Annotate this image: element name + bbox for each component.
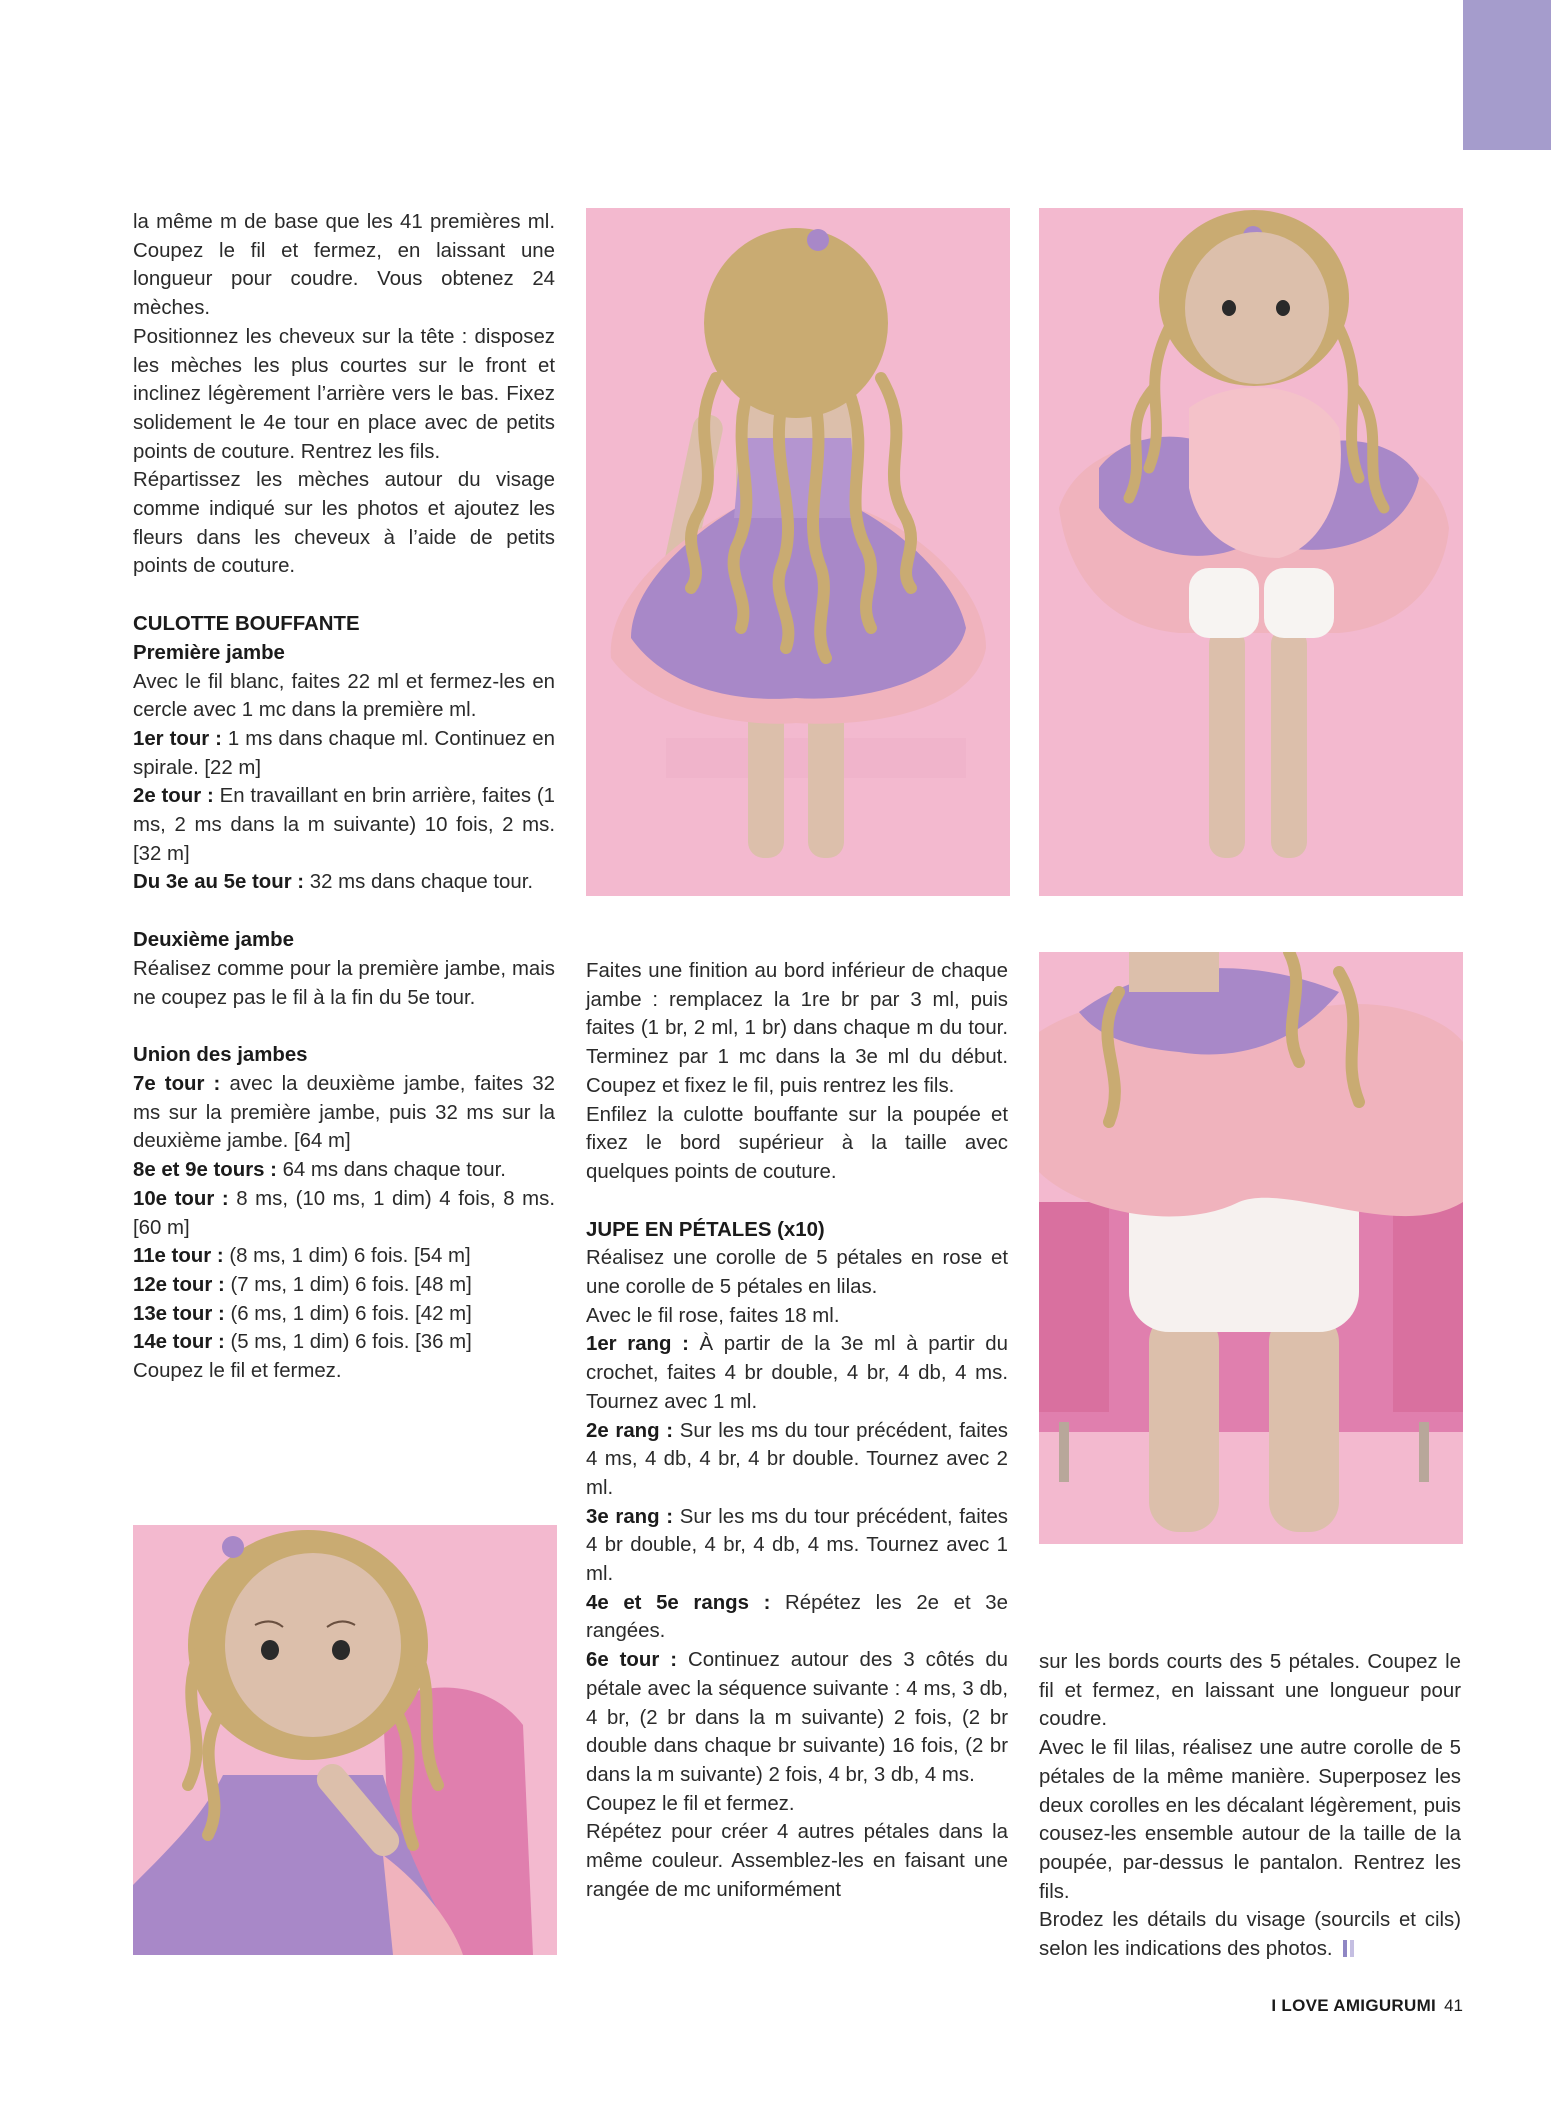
instruction-row [133,868,555,897]
instruction-row [586,1330,1008,1416]
photo-doll-armchair-closeup [1039,952,1463,1544]
page-footer [1271,1996,1463,2016]
row-label: 1er tour : [133,727,222,750]
paragraph: Répartissez les mèches autour du visage comme indiqué sur les photos et ajoutez les fleurs dans les cheveux à l’aide de petits points de couture. [133,469,555,578]
row-text: (8 ms, 1 dim) 6 fois. [54 m] [223,1245,471,1268]
instruction-row [586,1417,1008,1503]
column-3 [1039,1648,1461,1964]
subheading-union-jambes: Union des jambes [133,1044,308,1067]
row-text: À partir de la 3e ml à partir du crochet, faites 4 br double, 4 br, 4 db, 4 ms. Tournez avec 1 ml. [586,1333,1008,1413]
row-label: 11e tour : [133,1245,224,1268]
row-text: Sur les ms du tour précédent, faites 4 br double, 4 br, 4 db, 4 ms. Tournez avec 1 ml. [586,1505,1008,1586]
row-text: 1 ms dans chaque ml. Continuez en spirale. [22 m] [133,727,555,779]
page-number: 41 [1444,1996,1463,2015]
row-text: 64 ms dans chaque tour. [276,1159,506,1182]
column-2 [586,957,1008,1905]
photo-doll-back [586,208,1010,896]
instruction-row [586,1503,1008,1589]
paragraph-final [1039,1906,1461,1963]
row-label: 8e et 9e tours : [133,1159,277,1182]
row-label: 14e tour : [133,1331,225,1354]
row-label: 2e rang : [586,1419,674,1442]
instruction-row [133,725,555,782]
row-label: 2e tour : [133,785,214,808]
instruction-row [133,1070,555,1156]
paragraph: Répétez pour créer 4 autres pétales dans la même couleur. Assemblez-les en faisant une rangée de mc uniformément [586,1821,1008,1901]
column-1 [133,208,555,1386]
section-heading-jupe: JUPE EN PÉTALES (x10) [586,1218,825,1241]
row-text: Répétez les 2e et 3e rangées. [586,1591,1008,1643]
row-text: Sur les ms du tour précédent, faites 4 ms, 4 db, 4 br, 4 br double. Tournez avec 2 ml. [586,1419,1008,1499]
row-label: 3e rang : [586,1505,674,1528]
paragraph: Coupez le fil et fermez. [586,1792,795,1815]
row-text: En travaillant en brin arrière, faites (1 ms, 2 ms dans la m suivante) 10 fois, 2 ms. [32 m] [133,785,556,865]
row-text: (6 ms, 1 dim) 6 fois. [42 m] [224,1302,472,1325]
instruction-row [586,1646,1008,1790]
row-label: 4e et 5e rangs : [586,1591,771,1614]
paragraph: Réalisez comme pour la première jambe, mais ne coupez pas le fil à la fin du 5e tour. [133,957,555,1009]
row-label: 6e tour : [586,1649,678,1672]
row-label: Du 3e au 5e tour : [133,871,305,894]
subheading-premiere-jambe: Première jambe [133,641,285,664]
paragraph: Avec le fil blanc, faites 22 ml et fermez-les en cercle avec 1 mc dans la première ml. [133,670,555,722]
row-label: 13e tour : [133,1302,225,1325]
instruction-row [133,1271,555,1300]
row-label: 10e tour : [133,1187,229,1210]
row-text: 32 ms dans chaque tour. [304,871,534,894]
instruction-row [133,1300,555,1329]
row-text: 8 ms, (10 ms, 1 dim) 4 fois, 8 ms. [60 m] [133,1187,555,1239]
row-text: (5 ms, 1 dim) 6 fois. [36 m] [224,1331,472,1354]
paragraph: Avec le fil rose, faites 18 ml. [586,1304,840,1327]
row-label: 7e tour : [133,1072,221,1095]
paragraph: Avec le fil lilas, réalisez une autre corolle de 5 pétales de la même manière. Superposez les deux corolles en les décalant légèrement, puis cousez-les ensemble autour de la taille de la poupée, par-dessus le pantalon. Rentrez les fils. [1039,1737,1461,1903]
magazine-name: I LOVE AMIGURUMI [1271,1996,1437,2015]
instruction-row [133,1185,555,1242]
section-tab [1463,0,1551,150]
paragraph: Réalisez une corolle de 5 pétales en rose et une corolle de 5 pétales en lilas. [586,1247,1008,1299]
row-label: 1er rang : [586,1333,689,1356]
row-label: 12e tour : [133,1273,225,1296]
row-text: avec la deuxième jambe, faites 32 ms sur la première jambe, puis 32 ms sur la deuxième jambe. [64 m] [133,1072,556,1153]
photo-doll-portrait [133,1525,557,1955]
instruction-row [133,1328,555,1357]
subheading-deuxieme-jambe: Deuxième jambe [133,929,294,952]
instruction-row [133,1242,555,1271]
row-text: Continuez autour des 3 côtés du pétale avec la séquence suivante : 4 ms, 3 db, 4 br, (2 br dans la m suivante) 2 fois, (2 br double dans chaque br suivante) 16 fois, (2 br dans la m suivante) 2 fois, 4 br, 3 db, 4 ms. [586,1649,1008,1786]
paragraph: Enfilez la culotte bouffante sur la poupée et fixez le bord supérieur à la taille avec quelques points de couture. [586,1103,1008,1183]
instruction-row [133,782,555,868]
instruction-row [586,1589,1008,1646]
paragraph: la même m de base que les 41 premières ml. Coupez le fil et fermez, en laissant une longueur pour coudre. Vous obtenez 24 mèches. [133,211,555,320]
paragraph: Positionnez les cheveux sur la tête : disposez les mèches les plus courtes sur le front et inclinez légèrement l’arrière vers le bas. Fixez solidement le 4e tour en place avec de petits points de couture. Rentrez les fils. [133,325,555,463]
paragraph: Faites une finition au bord inférieur de chaque jambe : remplacez la 1re br par 3 ml, puis faites (1 br, 2 ml, 1 br) dans chaque m du tour. Terminez par 1 mc dans la 3e ml du début. Coupez et fixez le fil, puis rentrez les fils. [586,960,1008,1097]
end-of-article-icon [1343,1940,1347,1957]
paragraph-text: Brodez les détails du visage (sourcils et cils) selon les indications des photos. [1039,1909,1461,1961]
instruction-row [133,1156,555,1185]
paragraph: sur les bords courts des 5 pétales. Coupez le fil et fermez, en laissant une longueur pour coudre. [1039,1651,1461,1731]
section-heading-culotte: CULOTTE BOUFFANTE [133,613,360,636]
row-text: (7 ms, 1 dim) 6 fois. [48 m] [224,1273,472,1296]
photo-doll-front-skirt [1039,208,1463,896]
paragraph: Coupez le fil et fermez. [133,1360,342,1383]
